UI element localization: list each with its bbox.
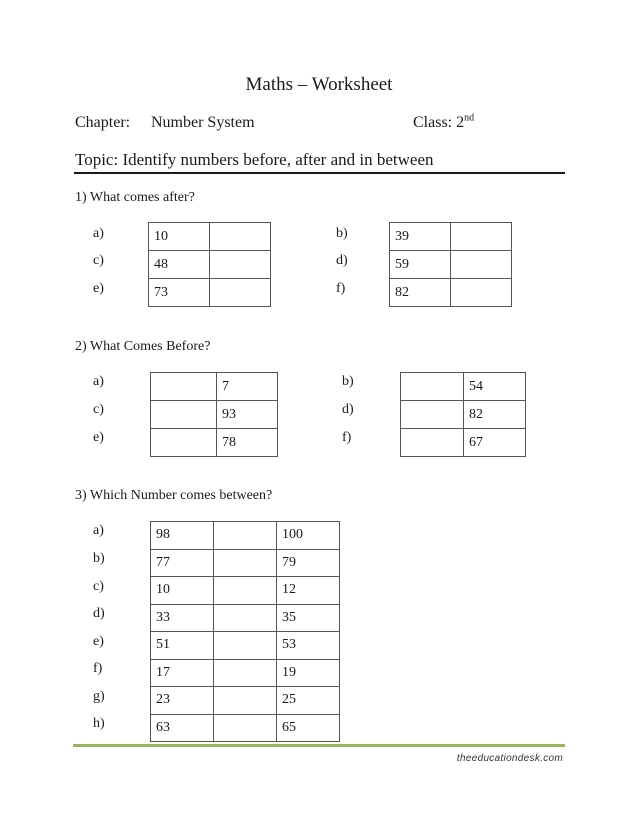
q3-label-d: d) [93,606,105,621]
chapter-label: Chapter: [75,114,131,131]
table-row [151,714,340,742]
q2-given-c: 93 [217,401,278,429]
q1-label-b: b) [336,226,348,241]
q1-given-b: 39 [390,223,451,251]
q3-first-b: 77 [151,549,214,577]
q2-label-b: b) [342,374,354,389]
q1-given-d: 59 [390,251,451,279]
topic-underline [74,172,565,174]
q2-label-a: a) [93,374,104,389]
q3-answer-g[interactable] [214,687,277,715]
q3-answer-a[interactable] [214,522,277,550]
q3-last-e: 53 [277,632,340,660]
q3-label-a: a) [93,523,104,538]
q1-label-e: e) [93,281,104,296]
table-row [151,577,340,605]
q1-given-e: 73 [149,279,210,307]
class-line [413,114,474,132]
q1-label-c: c) [93,253,104,268]
q3-label-b: b) [93,551,105,566]
q3-first-h: 63 [151,714,214,742]
table-row [151,659,340,687]
q3-first-g: 23 [151,687,214,715]
footer-site-credit: theeducationdesk.com [456,753,563,764]
q3-label-h: h) [93,716,105,731]
table-row [151,604,340,632]
q3-last-g: 25 [277,687,340,715]
q2-given-f: 67 [464,429,526,457]
q2-right-table [400,372,526,457]
chapter-value: Number System [151,114,255,131]
q1-answer-a[interactable] [210,223,271,251]
q1-label-d: d) [336,253,348,268]
q2-label-d: d) [342,402,354,417]
q3-last-a: 100 [277,522,340,550]
q3-last-b: 79 [277,549,340,577]
q1-label-f: f) [336,281,346,296]
topic-heading: Topic: Identify numbers before, after and in between [75,150,434,169]
q1-answer-e[interactable] [210,279,271,307]
table-row [151,687,340,715]
q3-first-f: 17 [151,659,214,687]
q3-answer-d[interactable] [214,604,277,632]
class-suffix: nd [464,112,475,124]
q1-given-a: 10 [149,223,210,251]
q2-title: 2) What Comes Before? [75,339,211,354]
q2-given-b: 54 [464,373,526,401]
table-row [151,522,340,550]
q3-label-e: e) [93,634,104,649]
q2-answer-a[interactable] [151,373,217,401]
q3-last-c: 12 [277,577,340,605]
q3-label-c: c) [93,579,104,594]
q2-answer-d[interactable] [401,401,464,429]
q1-right-table [389,222,512,307]
q1-answer-f[interactable] [451,279,512,307]
table-row [151,632,340,660]
q2-given-a: 7 [217,373,278,401]
q1-answer-c[interactable] [210,251,271,279]
q3-last-f: 19 [277,659,340,687]
q2-answer-c[interactable] [151,401,217,429]
footer-divider [73,744,565,747]
q3-table [150,521,340,742]
q2-label-c: c) [93,402,104,417]
table-row [151,549,340,577]
q2-given-e: 78 [217,429,278,457]
q3-first-a: 98 [151,522,214,550]
q3-answer-e[interactable] [214,632,277,660]
q1-left-table [148,222,271,307]
chapter-line [75,114,255,132]
q2-answer-b[interactable] [401,373,464,401]
q1-answer-b[interactable] [451,223,512,251]
q2-given-d: 82 [464,401,526,429]
q3-answer-h[interactable] [214,714,277,742]
q3-first-e: 51 [151,632,214,660]
q3-last-h: 65 [277,714,340,742]
q1-given-c: 48 [149,251,210,279]
q2-answer-e[interactable] [151,429,217,457]
q1-answer-d[interactable] [451,251,512,279]
worksheet-title: Maths – Worksheet [245,74,393,95]
q3-label-g: g) [93,689,105,704]
q3-answer-c[interactable] [214,577,277,605]
q3-answer-b[interactable] [214,549,277,577]
q2-left-table [150,372,278,457]
class-label: Class: 2 [413,114,465,131]
q3-answer-f[interactable] [214,659,277,687]
q3-first-c: 10 [151,577,214,605]
q1-title: 1) What comes after? [75,190,195,205]
q3-first-d: 33 [151,604,214,632]
q2-label-e: e) [93,430,104,445]
q1-given-f: 82 [390,279,451,307]
q2-answer-f[interactable] [401,429,464,457]
q3-last-d: 35 [277,604,340,632]
q1-label-a: a) [93,226,104,241]
q2-label-f: f) [342,430,352,445]
q3-label-f: f) [93,661,103,676]
q3-title: 3) Which Number comes between? [75,488,273,503]
